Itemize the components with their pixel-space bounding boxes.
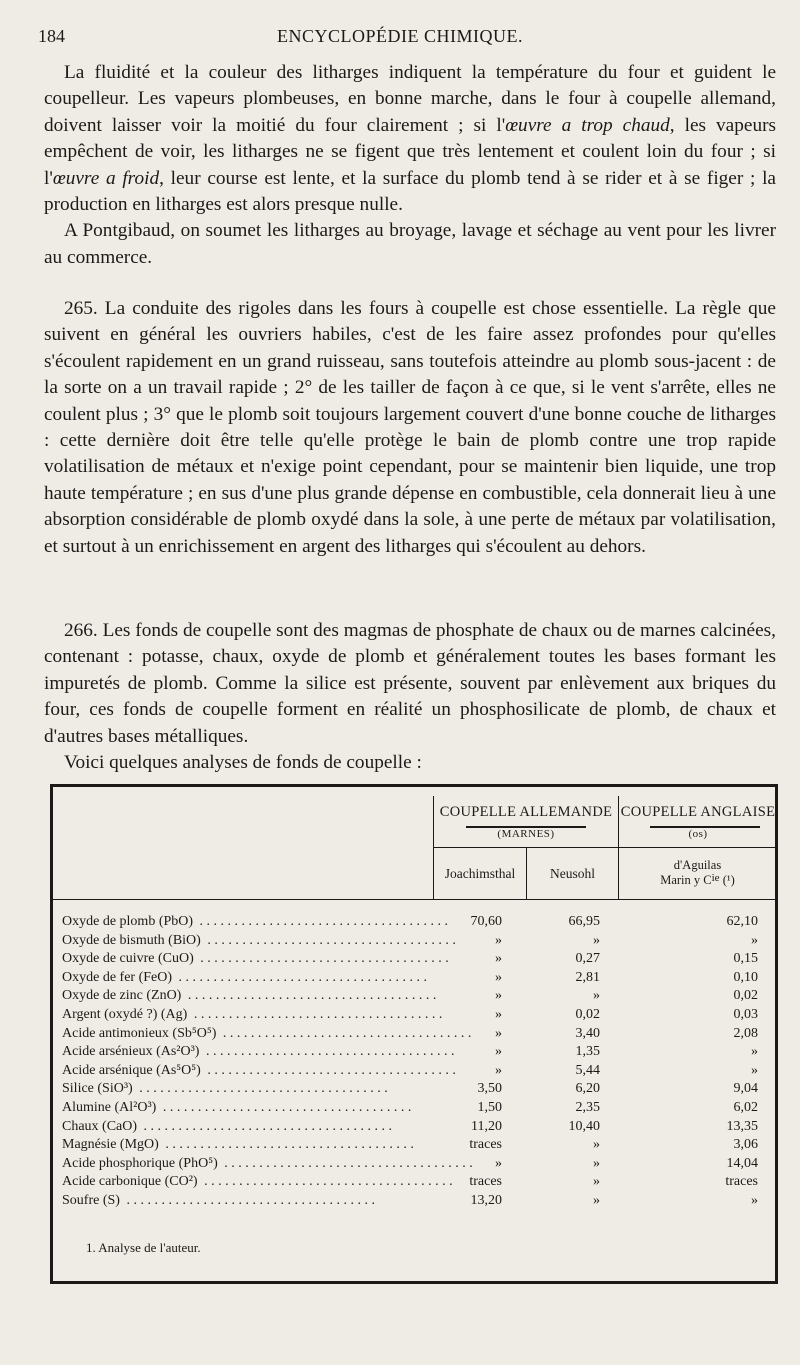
table-row [62, 1063, 767, 1082]
cell-v2: 0,27 [575, 951, 600, 967]
cell-v1: » [495, 1025, 502, 1041]
table-row [62, 1100, 767, 1119]
body-text-top [44, 60, 776, 271]
cell-v1: 13,20 [470, 1193, 502, 1208]
cell-v3: » [751, 1193, 758, 1208]
cell-v1: » [495, 1155, 502, 1171]
table-row [62, 1081, 767, 1100]
cell-v3: 3,06 [733, 1137, 758, 1153]
table-row [62, 988, 767, 1007]
row-label: Oxyde de plomb (PbO) [62, 914, 196, 929]
leader-dots: Chaux (CaO) . . . . . . . . . . . . . . . . . . . . . . . . . . . . . . . . . . . . [62, 1118, 393, 1134]
cell-v3: 13,35 [726, 1118, 758, 1134]
emphasis-trop-chaud: œuvre a trop chaud [505, 114, 670, 136]
row-label: Oxyde de zinc (ZnO) [62, 988, 184, 1003]
cell-v3: 0,03 [733, 1007, 758, 1022]
cell-v1: » [495, 951, 502, 967]
table-row [62, 1174, 767, 1193]
cell-v1: 11,20 [471, 1118, 502, 1134]
page-number: 184 [38, 26, 65, 46]
cell-v2: » [593, 1137, 600, 1153]
cell-v2: 3,40 [575, 1025, 600, 1041]
cell-v1: » [495, 1062, 502, 1078]
leader-dots: Acide carbonique (CO²) . . . . . . . . . . . . . . . . . . . . . . . . . . . . . . . . . . . . [62, 1174, 453, 1190]
body-text-266 [44, 618, 776, 776]
emphasis-froid: œuvre a froid [52, 167, 160, 189]
table-row [62, 1156, 767, 1175]
cell-v3: » [751, 932, 758, 948]
row-label: Acide phosphorique (PhO⁵) [62, 1156, 221, 1171]
cell-v2: 6,20 [575, 1081, 600, 1097]
table-divider [433, 847, 776, 848]
row-label: Argent (oxydé ?) (Ag) [62, 1007, 190, 1022]
cell-v3: 62,10 [726, 914, 758, 929]
cell-v2: » [593, 932, 600, 948]
leader-dots: Oxyde de plomb (PbO) . . . . . . . . . . . . . . . . . . . . . . . . . . . . . . . . . . . . [62, 914, 449, 929]
leader-dots: Argent (oxydé ?) (Ag) . . . . . . . . . . . . . . . . . . . . . . . . . . . . . . . . . . . . [62, 1007, 443, 1022]
cell-v2: 2,35 [575, 1100, 600, 1115]
cell-v3: 0,15 [733, 951, 758, 967]
table-row [62, 1119, 767, 1138]
group-header-allemande: COUPELLE ALLEMANDE [439, 804, 613, 820]
cell-v3: 14,04 [726, 1155, 758, 1171]
row-label: Alumine (Al²O³) [62, 1100, 159, 1115]
row-label: Silice (SiO³) [62, 1081, 136, 1096]
body-text-265 [44, 296, 776, 560]
cell-v2: » [593, 1155, 600, 1171]
cell-v3: traces [725, 1174, 758, 1190]
table-row [62, 1007, 767, 1026]
leader-dots: Magnésie (MgO) . . . . . . . . . . . . . . . . . . . . . . . . . . . . . . . . . . . . [62, 1137, 414, 1153]
cell-v2: 1,35 [575, 1044, 600, 1060]
table-row [62, 1193, 767, 1212]
leader-dots: Alumine (Al²O³) . . . . . . . . . . . . . . . . . . . . . . . . . . . . . . . . . . . . [62, 1100, 412, 1115]
cell-v1: » [495, 988, 502, 1004]
row-label: Soufre (S) [62, 1193, 123, 1208]
table-row [62, 951, 767, 970]
leader-dots: Acide antimonieux (Sb⁵O⁵) . . . . . . . . . . . . . . . . . . . . . . . . . . . . . . . . . . . . [62, 1025, 472, 1041]
table-row [62, 1137, 767, 1156]
column-header-aguilas: d'Aguilas Marin y $C^{ie}$ (¹) [660, 858, 735, 887]
cell-v3: » [751, 1062, 758, 1078]
leader-dots: Oxyde de bismuth (BiO) . . . . . . . . . . . . . . . . . . . . . . . . . . . . . . . . . . . . [62, 932, 456, 948]
cell-v2: » [593, 1193, 600, 1208]
cell-v1: » [495, 969, 502, 985]
row-label: Chaux (CaO) [62, 1119, 140, 1134]
cell-v1: 3,50 [477, 1081, 502, 1097]
row-label: Magnésie (MgO) [62, 1137, 162, 1152]
cell-v3: » [751, 1044, 758, 1060]
row-label: Acide arsénique (As⁵O⁵) [62, 1063, 204, 1078]
table-divider [52, 899, 776, 900]
leader-dots: Acide phosphorique (PhO⁵) . . . . . . . . . . . . . . . . . . . . . . . . . . . . . . . . . . . . [62, 1155, 473, 1171]
cell-v1: traces [469, 1174, 502, 1190]
running-title: ENCYCLOPÉDIE CHIMIQUE. [277, 26, 523, 46]
leader-dots: Oxyde de zinc (ZnO) . . . . . . . . . . . . . . . . . . . . . . . . . . . . . . . . . . . . [62, 988, 437, 1004]
page-header [38, 26, 762, 52]
paragraph-fluidite: La fluidité et la couleur des litharges indiquent la température du four et guident le coupelleur. Les vapeurs plombeuses, en bonne marche, dans le four à coupelle allemand, doivent laisser voir la moitié du four clairement ; si l'œuvre a trop chaud, les vapeurs empêchent de voir, les litharges ne se figent que très lentement et coulent loin du four ; si l'œuvre a froid, leur course est lente, et la surface du plomb tend à se rider et à se figer ; la production en litharges est alors presque nulle. [44, 62, 777, 216]
cell-v2: 2,81 [575, 969, 600, 985]
cell-v2: 0,02 [575, 1007, 600, 1022]
table-divider [433, 796, 434, 900]
leader-dots: Acide arsénieux (As²O³) . . . . . . . . . . . . . . . . . . . . . . . . . . . . . . . . . . . . [62, 1044, 455, 1060]
cell-v3: 2,08 [733, 1025, 758, 1041]
cell-v3: 6,02 [733, 1100, 758, 1115]
leader-dots: Oxyde de cuivre (CuO) . . . . . . . . . . . . . . . . . . . . . . . . . . . . . . . . . . . . [62, 951, 449, 967]
table-row [62, 914, 767, 933]
leader-dots: Oxyde de fer (FeO) . . . . . . . . . . . . . . . . . . . . . . . . . . . . . . . . . . . . [62, 969, 428, 985]
table-row [62, 970, 767, 989]
row-label: Acide antimonieux (Sb⁵O⁵) [62, 1026, 219, 1041]
cell-v2: 10,40 [568, 1118, 600, 1134]
table-row [62, 1044, 767, 1063]
leader-dots: Soufre (S) . . . . . . . . . . . . . . . . . . . . . . . . . . . . . . . . . . . . [62, 1193, 375, 1208]
cell-v2: 5,44 [575, 1062, 600, 1078]
row-label: Oxyde de fer (FeO) [62, 970, 175, 985]
group-header-anglaise: COUPELLE ANGLAISE [620, 804, 776, 820]
cell-v3: 9,04 [733, 1081, 758, 1097]
cell-v2: » [593, 988, 600, 1004]
cell-v1: » [495, 1044, 502, 1060]
cell-v1: » [495, 1007, 502, 1022]
column-header-neusohl: Neusohl [550, 866, 595, 881]
row-label: Acide carbonique (CO²) [62, 1174, 201, 1189]
paragraph-pontgibaud: A Pontgibaud, on soumet les litharges au broyage, lavage et séchage au vent pour les livrer au commerce. [44, 220, 776, 268]
column-header-joachimsthal: Joachimsthal [444, 866, 516, 881]
table-footnote: 1. Analyse de l'auteur. [86, 1240, 201, 1255]
row-label: Oxyde de cuivre (CuO) [62, 951, 197, 966]
row-label: Oxyde de bismuth (BiO) [62, 933, 204, 948]
leader-dots: Acide arsénique (As⁵O⁵) . . . . . . . . . . . . . . . . . . . . . . . . . . . . . . . . . . . . [62, 1062, 456, 1078]
cell-v2: 66,95 [568, 914, 600, 929]
cell-v1: 70,60 [470, 914, 502, 929]
cell-v2: » [593, 1174, 600, 1190]
leader-dots: Silice (SiO³) . . . . . . . . . . . . . . . . . . . . . . . . . . . . . . . . . . . . [62, 1081, 388, 1097]
table-row [62, 933, 767, 952]
group-subheader-os: (os) [688, 828, 708, 840]
group-subheader-marnes: (MARNES) [497, 828, 555, 840]
cell-v1: » [495, 932, 502, 948]
cell-v1: 1,50 [477, 1100, 502, 1115]
paragraph-265: 265. La conduite des rigoles dans les fours à coupelle est chose essentielle. La règle que suivent en général les ouvriers habiles, c'est de les faire assez profondes pour qu'elles s'écoulent rapidement en un grand ruisseau, sans toutefois atteindre au plomb sous-jacent : de la sorte on a un travail rapide ; 2° de les tailler de façon à ce que, si le vent s'arrête, elles ne coulent plus ; 3° que le plomb soit toujours largement couvert d'une bonne couche de litharges : cette dernière doit être telle qu'elle protège le bain de plomb contre une trop rapide volatilisation de métaux et n'exige point cependant, pour se maintenir bien liquide, une trop haute température ; en sus d'une plus grande dépense en combustible, cela donnerait lieu à une absorption considérable de plomb oxydé dans la sole, à une perte de métaux par volatilisation, et surtout à un enrichissement en argent des litharges qui s'écoulent au dehors. [44, 298, 776, 557]
row-label: Acide arsénieux (As²O³) [62, 1044, 202, 1059]
paragraph-intro-table: Voici quelques analyses de fonds de coupelle : [64, 752, 422, 774]
cell-v1: traces [469, 1137, 502, 1153]
cell-v3: 0,10 [733, 969, 758, 985]
cell-v3: 0,02 [733, 988, 758, 1004]
table-row [62, 1026, 767, 1045]
paragraph-266: 266. Les fonds de coupelle sont des magmas de phosphate de chaux ou de marnes calcinées, contenant : potasse, chaux, oxyde de plomb et généralement toutes les bases formant les impuretés de plomb. Comme la silice est présente, souvent par enlèvement aux briques du four, ces fonds de coupelle forment en réalité un phosphosilicate de plomb, de chaux et d'autres bases métalliques. [44, 620, 776, 747]
